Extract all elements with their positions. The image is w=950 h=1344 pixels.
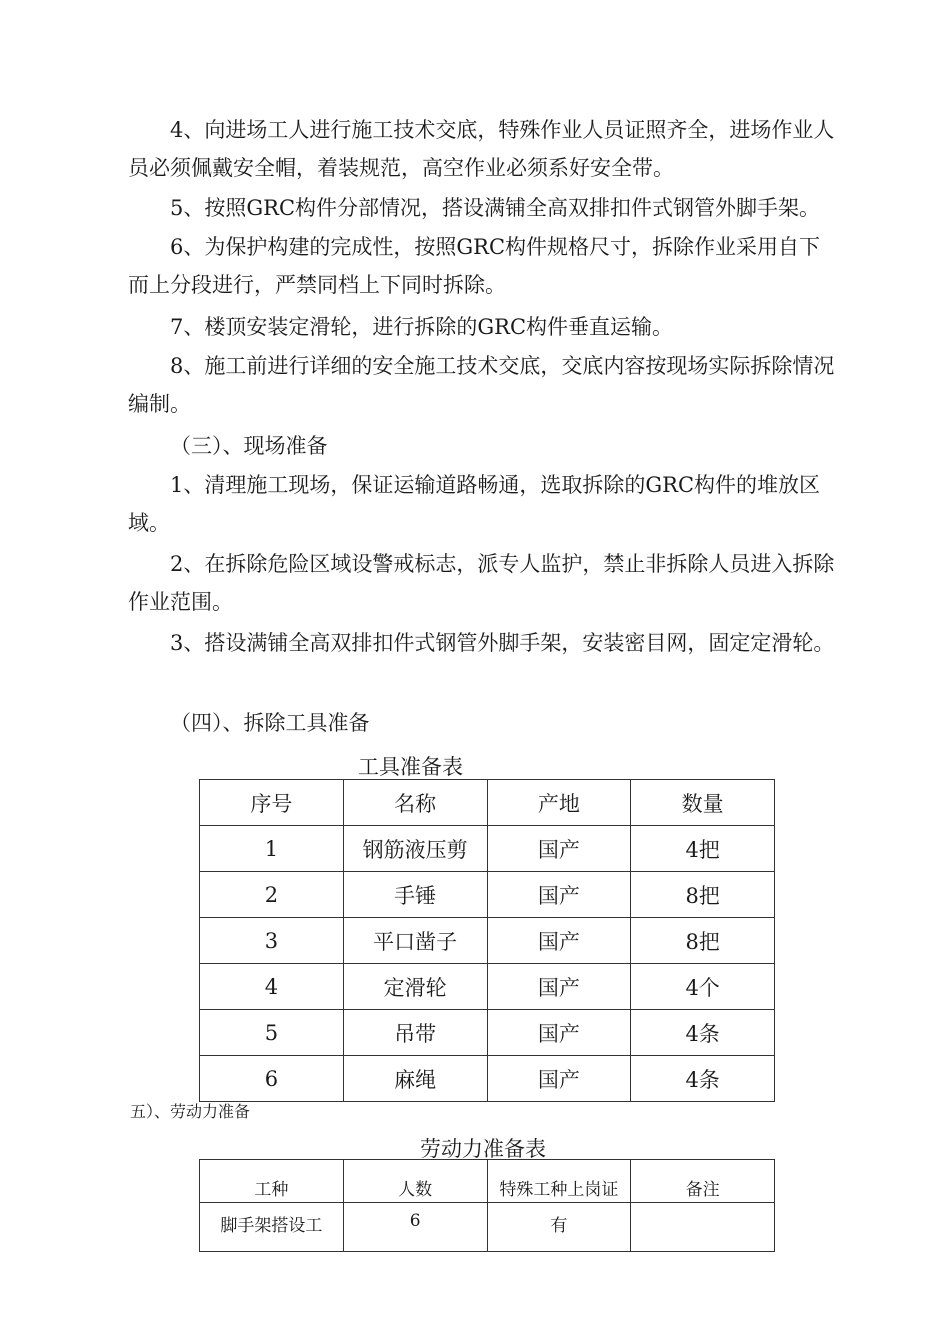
table-cell: 国产: [487, 1056, 631, 1102]
table-cell: 国产: [487, 826, 631, 872]
table-row: [200, 964, 775, 1010]
table-cell: 国产: [487, 964, 631, 1010]
header-cell: 工种: [200, 1160, 344, 1203]
table-cell: 4条: [631, 1010, 775, 1056]
header-cell: 人数: [343, 1160, 487, 1203]
site-prep-item-1: 1、清理施工现场，保证运输道路畅通，选取拆除的GRC构件的堆放区域。: [128, 473, 821, 535]
table-cell: 国产: [487, 918, 631, 964]
table-cell: 1: [200, 826, 344, 872]
header-cell: 名称: [343, 780, 487, 826]
site-prep-item-3: 3、搭设满铺全高双排扣件式钢管外脚手架，安装密目网，固定定滑轮。: [170, 631, 835, 655]
table-row: [200, 918, 775, 964]
table-row: [200, 1203, 775, 1252]
tools-table-title: 工具准备表: [358, 755, 463, 779]
header-cell: 备注: [631, 1160, 775, 1203]
table-row: [200, 872, 775, 918]
table-cell: [631, 1203, 775, 1252]
table-cell: 4把: [631, 826, 775, 872]
table-cell: 4条: [631, 1056, 775, 1102]
table-cell: 2: [200, 872, 344, 918]
table-header-row: [200, 780, 775, 826]
header-cell: 产地: [487, 780, 631, 826]
table-cell: 国产: [487, 872, 631, 918]
tools-table: [199, 779, 775, 1102]
paragraph-item-8: 8、施工前进行详细的安全施工技术交底，交底内容按现场实际拆除情况编制。: [128, 354, 835, 416]
paragraph-item-7: 7、楼顶安装定滑轮，进行拆除的GRC构件垂直运输。: [170, 315, 674, 339]
header-cell: 特殊工种上岗证: [487, 1160, 631, 1203]
section-heading-site-preparation: （三）、现场准备: [170, 434, 328, 458]
labor-table: [199, 1159, 775, 1252]
table-cell: 5: [200, 1010, 344, 1056]
table-cell: 6: [200, 1056, 344, 1102]
table-cell: 3: [200, 918, 344, 964]
section-heading-labor: 五）、劳动力准备: [130, 1102, 251, 1121]
table-cell: 4: [200, 964, 344, 1010]
table-cell: 6: [343, 1203, 487, 1252]
paragraph-item-4: 4、向进场工人进行施工技术交底，特殊作业人员证照齐全，进场作业人员必须佩戴安全帽，着装规范，高空作业必须系好安全带。: [128, 118, 835, 180]
paragraph-item-5: 5、按照GRC构件分部情况，搭设满铺全高双排扣件式钢管外脚手架。: [170, 196, 821, 220]
header-cell: 序号: [200, 780, 344, 826]
section-heading-tools: （四）、拆除工具准备: [170, 711, 370, 735]
table-row: [200, 826, 775, 872]
table-cell: 平口凿子: [343, 918, 487, 964]
table-cell: 吊带: [343, 1010, 487, 1056]
table-cell: 脚手架搭设工: [200, 1203, 344, 1252]
table-cell: 国产: [487, 1010, 631, 1056]
table-cell: 8把: [631, 872, 775, 918]
table-cell: 8把: [631, 918, 775, 964]
table-cell: 定滑轮: [343, 964, 487, 1010]
table-cell: 4个: [631, 964, 775, 1010]
table-cell: 手锤: [343, 872, 487, 918]
table-row: [200, 1056, 775, 1102]
paragraph-item-6: 6、为保护构建的完成性，按照GRC构件规格尺寸，拆除作业采用自下而上分段进行，严禁同档上下同时拆除。: [128, 235, 821, 297]
header-cell: 数量: [631, 780, 775, 826]
site-prep-item-2: 2、在拆除危险区域设警戒标志，派专人监护，禁止非拆除人员进入拆除作业范围。: [128, 552, 835, 614]
table-header-row: [200, 1160, 775, 1203]
table-row: [200, 1010, 775, 1056]
labor-table-title: 劳动力准备表: [420, 1137, 546, 1161]
table-cell: 麻绳: [343, 1056, 487, 1102]
table-cell: 钢筋液压剪: [343, 826, 487, 872]
table-cell: 有: [487, 1203, 631, 1252]
